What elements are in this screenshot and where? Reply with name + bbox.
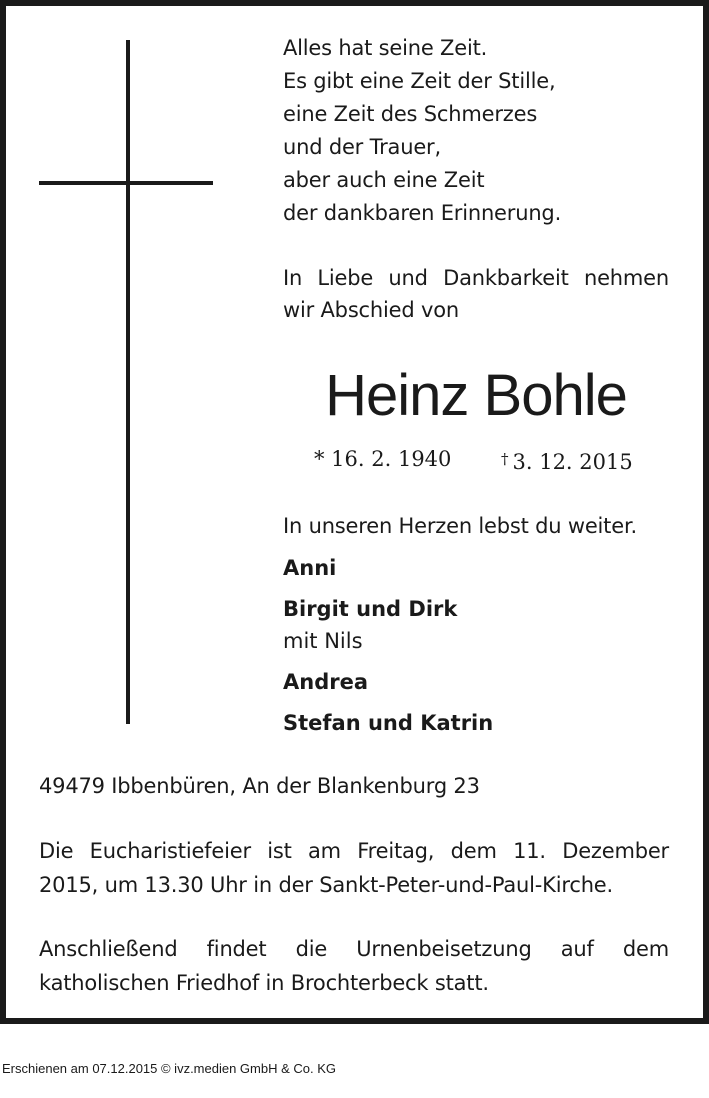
poem-line: der dankbaren Erinnerung. [283, 201, 562, 225]
mourner-name: Stefan und Katrin [283, 711, 494, 735]
mourner-sub: mit Nils [283, 629, 363, 653]
poem-line: eine Zeit des Schmerzes [283, 102, 538, 126]
burial-notice [39, 932, 669, 1000]
dagger-icon: † [501, 450, 509, 468]
poem [283, 32, 673, 230]
mourner-name: Andrea [283, 670, 369, 694]
poem-line: Es gibt eine Zeit der Stille, [283, 69, 556, 93]
mass-line: Die Eucharistiefeier ist am Freitag, dem 11. Dezember [39, 839, 669, 863]
poem-line: und der Trauer, [283, 135, 441, 159]
cross-icon-horizontal-bar [39, 181, 213, 185]
mourner-name: Anni [283, 556, 337, 580]
burial-line: katholischen Friedhof in Brochterbeck statt. [39, 971, 489, 995]
poem-line: Alles hat seine Zeit. [283, 36, 488, 60]
family-address: 49479 Ibbenbüren, An der Blankenburg 23 [39, 774, 480, 798]
deceased-name: Heinz Bohle [325, 363, 627, 428]
mourner-name: Birgit und Dirk [283, 597, 458, 621]
mourners-list [283, 552, 493, 739]
mass-notice [39, 834, 669, 902]
publication-footer: Erschienen am 07.12.2015 © ivz.medien GmbH & Co. KG [2, 1061, 337, 1076]
death-date-group [501, 444, 633, 477]
poem-line: aber auch eine Zeit [283, 168, 485, 192]
intro-line: wir Abschied von [283, 298, 459, 322]
mass-line: 2015, um 13.30 Uhr in der Sankt-Peter-und-Paul-Kirche. [39, 873, 614, 897]
memorial-line: In unseren Herzen lebst du weiter. [283, 514, 637, 538]
birth-date: * 16. 2. 1940 [314, 447, 452, 471]
farewell-intro [283, 262, 669, 326]
burial-line: Anschließend findet die Urnenbeisetzung auf dem [39, 937, 669, 961]
death-date: 3. 12. 2015 [512, 450, 633, 474]
cross-icon-vertical-bar [126, 40, 130, 724]
intro-line: In Liebe und Dankbarkeit nehmen [283, 266, 669, 290]
